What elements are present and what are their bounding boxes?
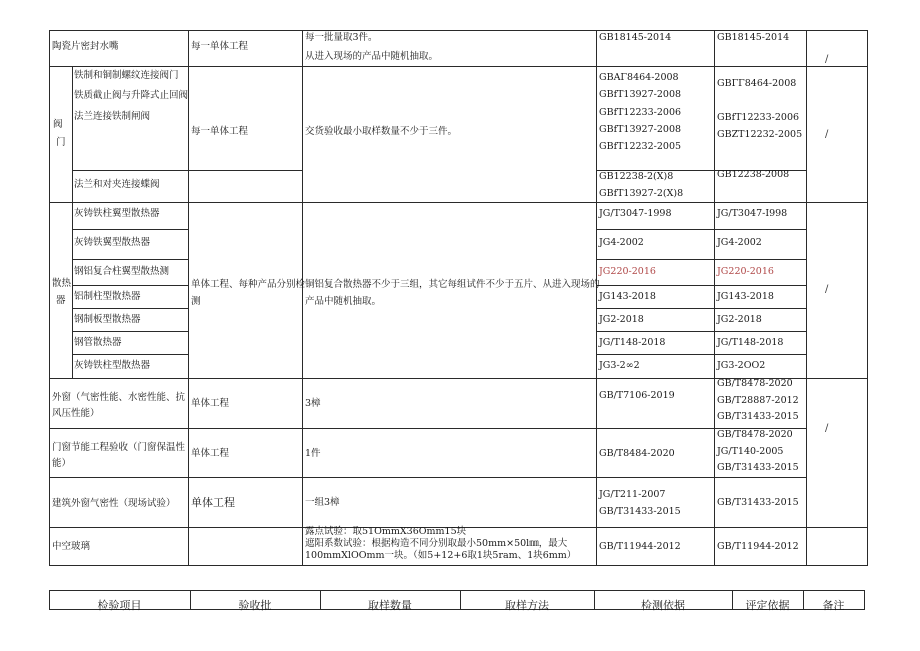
table-rule	[72, 354, 188, 355]
item-airtight: 建筑外窗气密性（现场试验）	[52, 498, 176, 509]
eval-ceramic: GB18145-2014	[717, 32, 790, 43]
basis-radiator: JG4-2002	[599, 237, 644, 248]
table-rule	[49, 428, 806, 429]
basis-valve: GBfT13927-2(X)8	[599, 187, 684, 199]
eval-valve: GBΓΓ8464-2008	[717, 78, 797, 89]
eval-door: GB/T8478-2020	[717, 429, 793, 440]
qty-glass: 100mmXlOOmm一块。（如5+12+6取1块5ram、1块6mm）	[305, 550, 577, 561]
eval-radiator: JG3-2OO2	[717, 360, 766, 371]
table-rule	[72, 66, 73, 378]
unit-radiator: 单体工程、每种产品分别检	[191, 279, 306, 290]
table-rule	[864, 590, 865, 610]
unit-valve: 每一单体工程	[191, 126, 249, 137]
basis-radiator: JG/T148-2018	[599, 337, 666, 348]
item-valve: 法兰和对夹连接蝶阀	[74, 179, 160, 190]
unit-airtight: 单体工程	[191, 496, 235, 509]
eval-radiator: JG4-2002	[717, 237, 762, 248]
item-radiator: 钢制板型散热器	[74, 314, 141, 325]
item-ceramic: 陶瓷片密封水嘴	[52, 41, 119, 52]
note-slash: /	[825, 54, 829, 65]
item-radiator: 铝制柱型散热器	[74, 291, 141, 302]
table-rule	[49, 30, 50, 566]
basis-radiator: JG/T3047-1998	[599, 208, 672, 219]
item-door: 能）	[52, 458, 72, 469]
item-window: 外窗（气密性能、水密性能、抗	[52, 392, 186, 403]
item-radiator: 钢管散热器	[74, 337, 122, 348]
eval-door: GB/T31433-2015	[717, 462, 799, 473]
qty-glass: 露点试验：取51OmmX36Omm15块	[305, 526, 467, 537]
footer-header-5: 评定依据	[745, 599, 790, 612]
basis-airtight: JG/T211-2007	[599, 489, 666, 500]
qty-door: 1件	[305, 448, 321, 459]
item-valve: 铁制和铜制螺纹连接阀门	[74, 70, 179, 81]
unit-door: 单体工程	[191, 448, 230, 459]
table-rule	[72, 331, 188, 332]
item-window: 风压性能）	[52, 408, 100, 419]
eval-window: GB/T8478-2020	[717, 378, 793, 389]
basis-radiator: JG3-2∞2	[599, 360, 640, 371]
item-valve: 法兰连接铁制闸阀	[74, 111, 151, 122]
table-rule	[714, 30, 715, 566]
eval-radiator: JG143-2018	[717, 291, 774, 302]
qty-window: 3樟	[305, 398, 321, 409]
table-rule	[72, 285, 188, 286]
table-rule	[596, 285, 806, 286]
group-radiator: 器	[56, 295, 66, 306]
basis-glass: GB/T11944-2012	[599, 541, 681, 552]
table-rule	[596, 331, 806, 332]
eval-valve: GBfT12233-2006	[717, 112, 800, 123]
table-rule	[49, 590, 864, 591]
qty-ceramic: 每一批量取3件。	[305, 32, 378, 43]
eval-glass: GB/T11944-2012	[717, 541, 799, 552]
group-valve: 门	[56, 137, 66, 148]
footer-header-3: 取样方法	[505, 599, 549, 612]
eval-valve: GBZT12232-2005	[717, 129, 803, 140]
table-rule	[596, 354, 806, 355]
qty-radiator: 铜铝复合散热器不少于三组，其它每组试件不少于五片、从进入现场的	[305, 279, 600, 290]
eval-radiator: JG2-2018	[717, 314, 762, 325]
table-rule	[596, 259, 806, 260]
basis-radiator: JG143-2018	[599, 291, 656, 302]
table-rule	[49, 477, 806, 478]
table-rule	[72, 229, 188, 230]
eval-door: JG/T140-2005	[717, 445, 784, 457]
note-slash: /	[825, 423, 829, 434]
footer-header-1: 验收批	[238, 599, 272, 612]
table-rule	[596, 229, 806, 230]
qty-glass: 遮阳系数试验：根据构造不同分别取最小50mm×50l㎜，最大	[305, 538, 568, 549]
note-slash: /	[825, 284, 829, 295]
table-rule	[49, 202, 867, 203]
basis-valve: GBfT12233-2006	[599, 106, 682, 118]
basis-valve: GBAΓ8464-2008	[599, 72, 679, 83]
basis-airtight: GB/T31433-2015	[599, 505, 681, 517]
table-rule	[72, 308, 188, 309]
basis-valve: GBfT13927-2008	[599, 123, 682, 135]
qty-radiator: 产品中随机抽取。	[305, 296, 382, 307]
table-rule	[867, 30, 868, 566]
table-rule	[49, 565, 867, 566]
item-glass: 中空玻璃	[52, 541, 91, 552]
eval-radiator: JG220-2016	[717, 266, 774, 277]
eval-window: GB/T31433-2015	[717, 411, 799, 422]
item-door: 门窗节能工程验收（门窗保温性	[52, 442, 186, 453]
note-slash: /	[825, 129, 829, 140]
basis-window: GB/T7106-2019	[599, 390, 675, 401]
group-valve: 阀	[53, 119, 63, 130]
item-radiator: 钢铝复合柱翼型散热测	[74, 266, 170, 277]
table-rule	[806, 30, 807, 566]
table-rule	[596, 308, 806, 309]
item-radiator: 灰铸铁柱翼型散热器	[74, 208, 160, 219]
basis-valve: GBfT13927-2008	[599, 89, 682, 101]
basis-radiator: JG220-2016	[599, 266, 656, 277]
eval-radiator: JG/T148-2018	[717, 337, 784, 348]
eval-window: GB/T28887-2012	[717, 394, 799, 406]
basis-valve: GB12238-2(X)8	[599, 171, 674, 182]
eval-airtight: GB/T31433-2015	[717, 497, 799, 508]
unit-window: 单体工程	[191, 398, 230, 409]
footer-header-2: 取样数量	[368, 599, 412, 612]
basis-ceramic: GB18145-2014	[599, 32, 672, 43]
item-valve: 铁质截止阀与升降式止回阀	[74, 90, 189, 101]
footer-header-0: 检验项目	[97, 599, 142, 612]
item-radiator: 灰铸铁柱型散热器	[74, 360, 151, 371]
group-radiator: 散热	[52, 278, 72, 289]
qty-ceramic: 从进入现场的产品中随机抽取。	[305, 51, 439, 62]
eval-radiator: JG/T3047-I998	[717, 208, 788, 219]
basis-radiator: JG2-2018	[599, 314, 644, 325]
table-rule	[49, 66, 867, 67]
basis-door: GB/T8484-2020	[599, 448, 675, 459]
table-rule	[188, 30, 189, 566]
item-radiator: 灰铸铁翼型散热器	[74, 237, 151, 248]
table-rule	[596, 30, 597, 566]
basis-valve: GBfT12232-2005	[599, 141, 682, 153]
table-rule	[72, 170, 302, 171]
qty-valve: 交货验收最小取样数量不少于三件。	[305, 126, 458, 137]
unit-ceramic: 每一单体工程	[191, 41, 249, 52]
eval-valve: GB12238-2008	[717, 169, 790, 180]
qty-airtight: 一组3樟	[305, 497, 340, 508]
unit-radiator: 测	[191, 296, 201, 307]
footer-header-6: 备注	[822, 599, 845, 612]
table-rule	[302, 30, 303, 566]
footer-header-4: 检测依据	[641, 599, 685, 612]
table-rule	[72, 259, 188, 260]
